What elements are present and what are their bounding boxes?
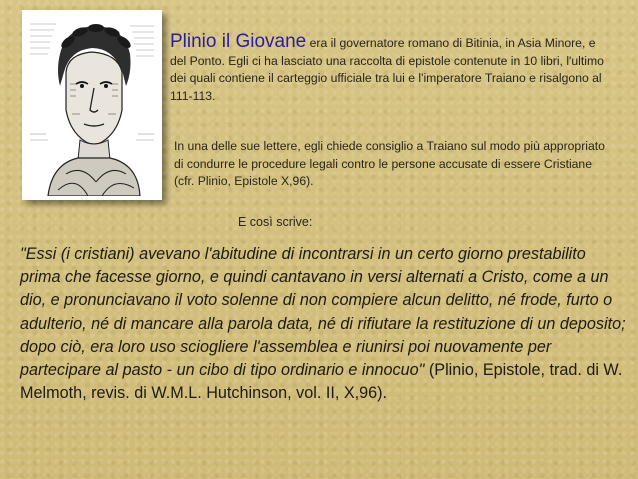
intro-paragraph [170, 33, 615, 105]
quote-text: "Essi (i cristiani) avevano l'abitudine di incontrarsi in un certo giorno prestabilito prima che facesse giorno, e quindi cantavano in versi alternati a Cristo, come a un dio, e pronunciavano il voto solenne di non compiere alcun delitto, né frode, furto o adulterio, né di mancare alla parola data, né di rifiutare la restituzione di un deposito; dopo ciò, era loro uso sciogliere l'assemblea e riunirsi poi nuovamente per partecipare al pasto - un cibo di tipo ordinario e innocuo" [20, 245, 626, 380]
quote-block [20, 243, 628, 405]
intro-text: era il governatore romano di Bitinia, in Asia Minore, e del Ponto. Egli ci ha lasciato una raccolta di epistole contenute in 10 libri, l'ultimo dei quali contiene il carteggio ufficiale tra lui e l'imperatore Traiano e risalgono al 111-113. [170, 36, 604, 103]
pliny-name: Plinio il Giovane [170, 31, 307, 52]
quote-citation: (Plinio, Epistole, trad. di W. Melmoth, revis. di W.M.L. Hutchinson, vol. II, X,96). [20, 361, 623, 403]
laurel-portrait-icon [26, 14, 158, 196]
letter-note-paragraph: In una delle sue lettere, egli chiede consiglio a Traiano sul modo più appropriato di condurre le procedure legali contro le persone accusate di essere Cristiane (cfr. Plinio, Epistole X,96). [174, 139, 605, 189]
cosi-scrive-label: E così scrive: [238, 215, 313, 229]
portrait-image [22, 10, 162, 200]
